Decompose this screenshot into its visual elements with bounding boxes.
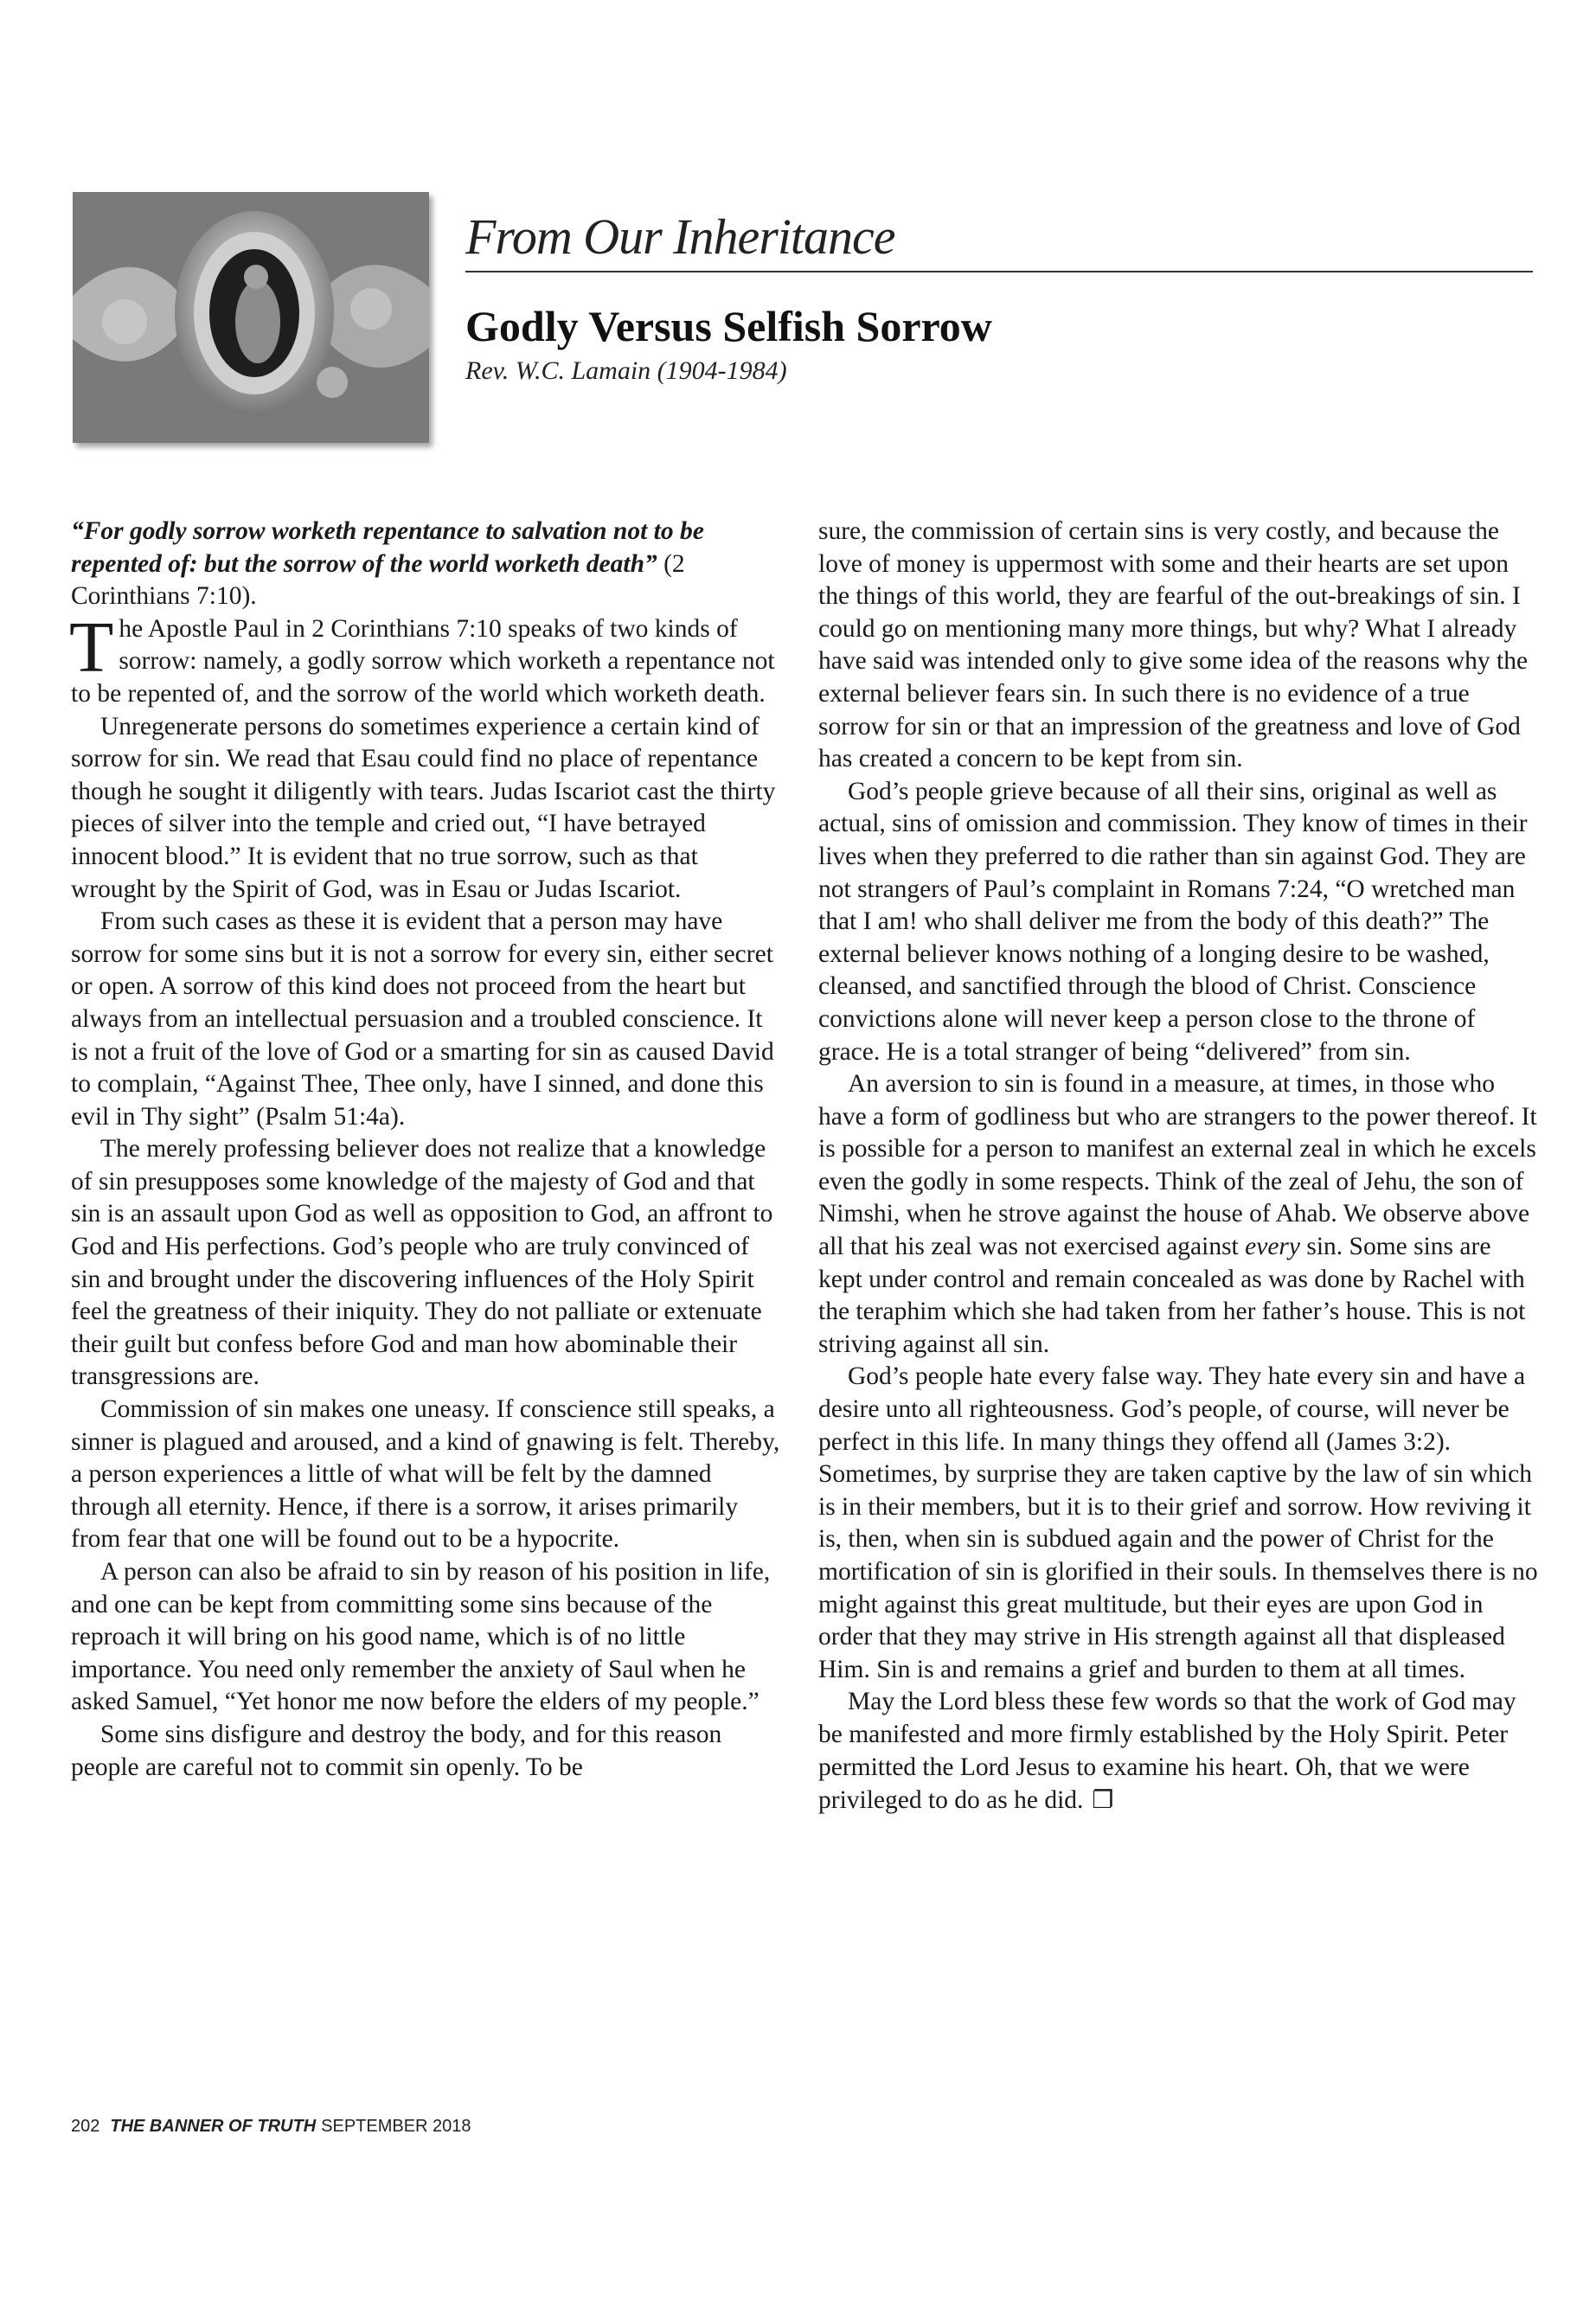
opening-text: he Apostle Paul in 2 Corinthians 7:10 speaks of two kinds of sorrow: namely, a godly sorrow which worketh a repentance not to be repented of, and the sorrow of the world which worketh death. <box>71 614 775 708</box>
ornament-illustration <box>73 192 429 443</box>
body-text: sin. Some sins are kept under control and remain concealed as was done by Rachel with the teraphim which she had taken from her father’s house. This is not striving against all sin. <box>818 1233 1526 1358</box>
section-title: From Our Inheritance <box>465 208 895 265</box>
author-byline: Rev. W.C. Lamain (1904-1984) <box>465 356 787 385</box>
drop-cap: T <box>69 606 114 688</box>
epigraph <box>71 516 780 613</box>
end-mark-icon: ❐ <box>1092 1785 1114 1815</box>
epigraph-reference: (2 Corinthians 7:10). <box>71 549 685 611</box>
body-paragraph: Commission of sin makes one uneasy. If conscience still speaks, a sinner is plagued and aroused, and a kind of gnawing is felt. Thereby, a person experiences a little of what will be felt by the damned through all eternity. Hence, if there is a sorrow, it arises primarily from fear that one will be found out to be a hypocrite. <box>71 1395 780 1554</box>
body-paragraph <box>818 1068 1538 1361</box>
page-footer <box>71 2117 471 2137</box>
left-column <box>71 516 780 1784</box>
closing-paragraph <box>818 1686 1538 1817</box>
header-photo <box>73 192 429 443</box>
epigraph-quote: “For godly sorrow worketh repentance to salvation not to be repented of: but the sorrow of the world worketh death” <box>71 517 704 578</box>
body-paragraph: Unregenerate persons do sometimes experience a certain kind of sorrow for sin. We read that Esau could find no place of repentance though he sought it diligently with tears. Judas Iscariot cast the thirty pieces of silver into the temple and cried out, “I have betrayed innocent blood.” It is evident that no true sorrow, such as that wrought by the Spirit of God, was in Esau or Judas Iscariot. <box>71 712 776 903</box>
emphasized-word: every <box>1245 1233 1300 1261</box>
body-paragraph: A person can also be afraid to sin by reason of his position in life, and one can be kept from committing some sins because of the reproach it will bring on his good name, which is of no little importance. You need only remember the anxiety of Saul when he asked Samuel, “Yet honor me now before the elders of my people.” <box>71 1558 771 1716</box>
issue-date: SEPTEMBER 2018 <box>321 2117 471 2136</box>
body-paragraph: God’s people hate every false way. They hate every sin and have a desire unto all righteousness. God’s people, of course, will never be perfect in this life. In many things they offend all (James 3:2). Sometimes, by surprise they are taken captive by the law of sin which is in their members, but it is to their grief and sorrow. How reviving it is, then, when sin is subdued again and the power of Christ for the mortification of sin is glorified in their souls. In themselves there is no might against this great multitude, but their eyes are upon God in order that they may strive in His strength against all that displeased Him. Sin is and remains a grief and burden to them at all times. <box>818 1362 1538 1683</box>
body-paragraph: God’s people grieve because of all their sins, original as well as actual, sins of omission and commission. They know of times in their lives when they preferred to die rather than sin against God. They are not strangers of Paul’s complaint in Romans 7:24, “O wretched man that I am! who shall deliver me from the body of this death?” The external believer knows nothing of a longing desire to be washed, cleansed, and sanctified through the blood of Christ. Conscience convictions alone will never keep a person close to the throne of grace. He is a total stranger of being “delivered” from sin. <box>818 777 1528 1066</box>
title-divider <box>465 271 1533 272</box>
page-number: 202 <box>71 2117 100 2136</box>
body-paragraph: The merely professing believer does not realize that a knowledge of sin presupposes some knowledge of the majesty of God and that sin is an assault upon God as well as opposition to God, an affront to God and His perfections. God’s people who are truly convinced of sin and brought under the discovering influences of the Holy Spirit feel the greatness of their iniquity. They do not palliate or extenuate their guilt but confess before God and man how abominable their transgressions are. <box>71 1135 773 1391</box>
publication-name: THE BANNER OF TRUTH <box>110 2117 317 2136</box>
body-text: An aversion to sin is found in a measure, at times, in those who have a form of godliness but who are strangers to the power thereof. It is possible for a person to manifest an external zeal in which he excels even the godly in some respects. Think of the zeal of Jehu, the son of Nimshi, when he strove against the house of Ahab. We observe above all that his zeal was not exercised against <box>818 1070 1537 1261</box>
body-text: May the Lord bless these few words so that the work of God may be manifested and more firmly established by the Holy Spirit. Peter permitted the Lord Jesus to examine his heart. Oh, that we were privileged to do as he did. <box>818 1688 1516 1815</box>
article-title: Godly Versus Selfish Sorrow <box>465 302 992 350</box>
opening-paragraph <box>69 606 780 711</box>
continued-paragraph: sure, the commission of certain sins is very costly, and because the love of money is uppermost with some and their hearts are set upon the things of this world, they are fearful of the out-breakings of sin. I could go on mentioning many more things, but why? What I already have said was intended only to give some idea of the reasons why the external believer fears sin. In such there is no evidence of a true sorrow for sin or that an impression of the greatness and love of God has created a concern to be kept from sin. <box>818 517 1529 773</box>
body-paragraph: Some sins disfigure and destroy the body, and for this reason people are careful not to commit sin openly. To be <box>71 1720 722 1781</box>
body-paragraph: From such cases as these it is evident that a person may have sorrow for some sins but it is not a sorrow for every sin, either secret or open. A sorrow of this kind does not proceed from the heart but always from an intellectual persuasion and a troubled conscience. It is not a fruit of the love of God or a smarting for sin as caused David to complain, “Against Thee, Thee only, have I sinned, and done this evil in Thy sight” (Psalm 51:4a). <box>71 907 774 1131</box>
right-column <box>818 516 1538 1817</box>
